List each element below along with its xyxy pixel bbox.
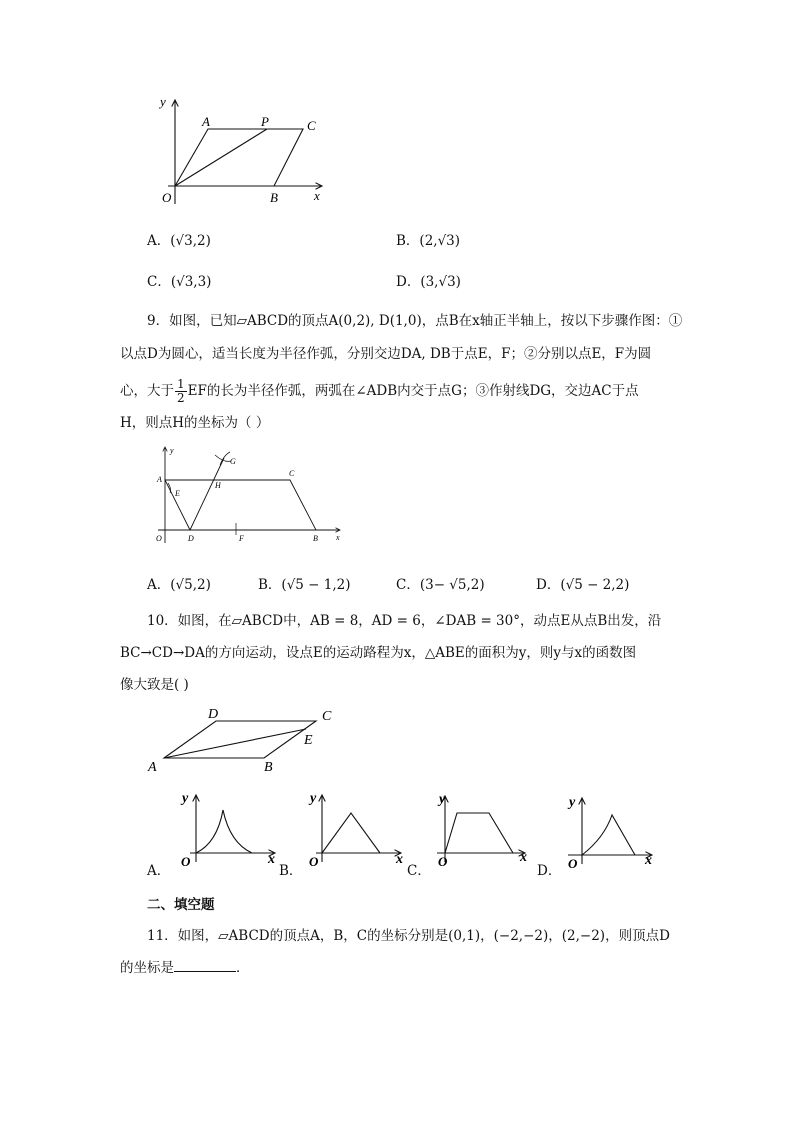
q10-line-3: 像大致是( ) — [120, 677, 189, 693]
q11-line-2 — [120, 957, 250, 978]
q8-parallelogram — [175, 129, 303, 186]
q10-graph-b — [296, 788, 411, 870]
q10-label-b: B — [264, 760, 273, 775]
q10-graph-b-curve — [322, 813, 380, 853]
q8-option-b-letter: B． — [396, 233, 420, 249]
q10-graph-b-label-o: O — [309, 854, 319, 869]
q8-option-c — [147, 272, 211, 292]
q10-graph-c-curve — [445, 813, 513, 853]
q8-label-p: P — [261, 114, 269, 129]
q8-option-b-text: (2,√3) — [419, 233, 461, 249]
q8-label-o: O — [162, 190, 172, 205]
q9-line-3-pre: 心，大于 — [120, 383, 174, 399]
q9-fraction — [175, 378, 187, 405]
q9-label-x: x — [336, 533, 340, 542]
q10-label-a: A — [148, 760, 157, 775]
q10-graph-d-label-y: y — [569, 795, 576, 810]
q9-option-b — [258, 575, 351, 595]
q8-option-c-letter: C． — [147, 274, 171, 290]
q10-graph-a-label-x: x — [268, 852, 275, 867]
q9-option-b-text: (√5 − 1,2) — [281, 577, 351, 593]
q8-option-d-letter: D． — [396, 274, 421, 290]
q9-option-a-letter: A． — [147, 577, 171, 593]
q8-option-c-text: (√3,3) — [170, 274, 212, 290]
q10-line-1: 10．如图，在▱ABCD中，AB = 8，AD = 6，∠DAB = 30°，动点E从点B出发，沿 — [147, 613, 662, 629]
q11-line-2-post: ． — [236, 960, 250, 976]
q9-option-a-text: (√5,2) — [170, 577, 211, 593]
q8-label-a: A — [202, 114, 210, 129]
q8-option-b — [396, 231, 460, 251]
q8-label-b: B — [270, 190, 278, 205]
q8-option-a-text: (√3,2) — [170, 233, 211, 249]
q10-graph-d-curve — [582, 815, 635, 855]
q9-fraction-num: 1 — [177, 377, 185, 391]
q10-option-a: A． — [147, 863, 171, 879]
q9-label-g: G — [230, 457, 236, 466]
q9-label-d: D — [188, 534, 194, 543]
q9-option-c-text: (3− √5,2) — [419, 577, 485, 593]
q9-label-y: y — [170, 446, 174, 455]
q10-graph-d-label-x: x — [645, 853, 652, 868]
q9-fraction-den: 2 — [177, 391, 185, 405]
q10-figure — [144, 703, 344, 778]
q10-graph-c-label-o: O — [438, 854, 448, 869]
q9-label-e: E — [175, 489, 180, 498]
q10-graph-a — [170, 788, 285, 870]
q10-parallelogram — [164, 721, 316, 758]
q9-label-f: F — [239, 534, 244, 543]
q10-graph-a-label-y: y — [182, 791, 189, 806]
q10-label-d: D — [208, 707, 219, 722]
q10-option-c: C． — [407, 863, 431, 879]
q10-option-b: B． — [279, 863, 303, 879]
q9-line-4: H，则点H的坐标为（ ） — [120, 415, 270, 431]
q8-option-a-letter: A． — [147, 233, 171, 249]
q11-line-1: 11．如图，▱ABCD的顶点A，B，C的坐标分别是(0,1)，(−2,−2)，(2,−2)，则顶点D — [147, 928, 670, 944]
q9-option-b-letter: B． — [258, 577, 282, 593]
q9-ray-dg — [190, 458, 224, 530]
q9-figure — [148, 443, 348, 547]
q9-label-a: A — [157, 475, 162, 484]
q10-graph-c — [425, 788, 540, 870]
q8-option-a — [147, 231, 211, 251]
q10-graph-c-label-y: y — [439, 792, 446, 807]
q9-label-h: H — [215, 481, 221, 490]
q9-line-2: 以点D为圆心，适当长度为半径作弧，分别交边DA, DB于点E，F；②分别以点E，F为圆 — [120, 346, 652, 362]
q10-label-c: C — [322, 709, 332, 724]
q8-option-d-text: (3,√3) — [420, 274, 461, 290]
q9-line-1: 9．如图，已知▱ABCD的顶点A(0,2), D(1,0)，点B在x轴正半轴上，按以下步骤作图：① — [147, 313, 683, 329]
q8-label-x: x — [314, 188, 320, 203]
q8-label-c: C — [307, 118, 316, 133]
q10-graph-c-label-x: x — [520, 850, 527, 865]
q9-option-c — [396, 575, 485, 595]
q9-label-c: C — [289, 469, 295, 478]
q9-label-b: B — [313, 534, 318, 543]
q10-graph-b-label-y: y — [310, 791, 317, 806]
q10-graph-a-curve — [196, 810, 252, 853]
q10-graph-d — [556, 788, 671, 870]
q9-line-3-post: EF的长为半径作弧，两弧在∠ADB内交于点G；③作射线DG，交边AC于点 — [187, 383, 639, 399]
q10-graph-b-label-x: x — [396, 852, 403, 867]
q8-figure — [150, 92, 340, 210]
q9-line-3 — [120, 378, 639, 405]
q9-arc-g-1 — [215, 455, 231, 461]
q11-line-2-pre: 的坐标是 — [120, 960, 174, 976]
q9-parallelogram — [165, 480, 316, 530]
q10-graph-d-label-o: O — [568, 856, 578, 870]
q8-label-y: y — [160, 94, 166, 109]
q8-option-d — [396, 272, 461, 292]
q9-option-d — [536, 575, 629, 595]
q10-line-2: BC→CD→DA的方向运动，设点E的运动路程为x，△ABE的面积为y，则y与x的函数图 — [120, 645, 637, 661]
q10-option-d: D． — [537, 863, 562, 879]
section-2-title: 二、填空题 — [147, 897, 215, 913]
q9-option-a — [147, 575, 211, 595]
q10-label-e: E — [304, 733, 313, 748]
q9-option-d-letter: D． — [536, 577, 561, 593]
q10-graph-a-label-o: O — [181, 854, 191, 869]
q9-option-c-letter: C． — [396, 577, 420, 593]
q9-label-o: O — [156, 534, 162, 543]
q11-answer-blank[interactable] — [174, 957, 236, 972]
q8-segment-op — [175, 129, 267, 186]
q9-option-d-text: (√5 − 2,2) — [560, 577, 630, 593]
